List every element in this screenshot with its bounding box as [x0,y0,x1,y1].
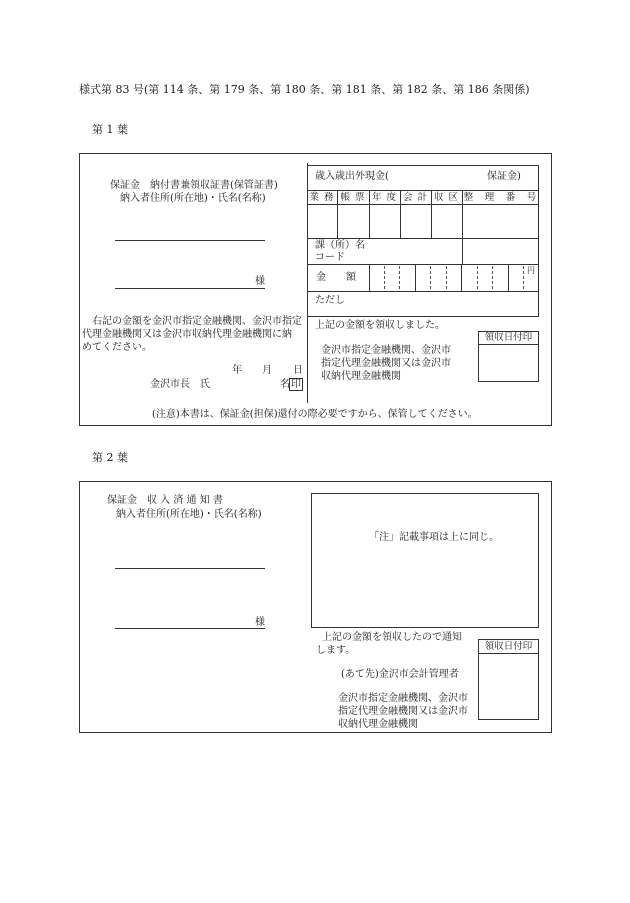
sheet2-label: 第 2 葉 [92,451,128,464]
received-text: 上記の金額を領収しました。 [315,320,445,331]
amount-digit-rule [399,266,400,289]
notify-line-1: 上記の金額を領収したので通知 [322,632,462,643]
amount-digit-rule [369,264,370,291]
sheet1-stamp-label: 領収日付印 [484,332,533,343]
request-line-3: めてください。 [82,342,152,353]
sheet1-sama: 様 [255,276,265,287]
sheet1-payer-label: 納入者住所(所在地)・氏名(名称) [120,193,266,204]
sheet2-sama: 様 [255,617,265,628]
bank-line-2: 指定代理金融機関又は金沢市 [321,358,451,369]
header-shuku: 収 区 [433,192,460,203]
amount-digit-rule [492,266,493,289]
header-chohyo: 帳 票 [340,192,366,203]
header-seiri-bango: 整 理 番 号 [463,192,538,203]
amount-label: 金 額 [316,272,356,283]
form-title: 様式第 83 号(第 114 条、第 179 条、第 180 条、第 181 条、第 182 条、第 186 条関係) [79,83,530,96]
request-line-1: 右記の金額を金沢市指定金融機関、金沢市指定 [92,316,302,327]
sheet2-note: 「注」記載事項は上に同じ。 [369,532,499,543]
payer-name-line [115,288,265,289]
sheet1-title: 保証金 納付書兼領収証書(保管証書) [110,180,278,191]
bank-line-3: 収納代理金融機関 [321,371,401,382]
sheet2-title: 保証金 収 入 済 通 知 書 [107,495,223,506]
stamp-box-rule [478,653,539,654]
mayor-label: 金沢市長 氏 [150,379,210,390]
sheet2-name-line [115,628,265,629]
table-rule [307,204,539,205]
amount-digit-rule [446,266,447,289]
sheet1-label: 第 1 葉 [92,123,128,136]
dept-code-label: 課（所）名 [315,240,365,251]
amount-digit-rule [477,266,478,289]
table-col-rule [462,238,463,264]
notify-line-2: します。 [316,645,356,656]
sheet2-bank-line-3: 収納代理金融機関 [338,719,418,730]
table-rule [307,291,539,292]
header-nendo: 年 度 [371,192,398,203]
table-rule [307,238,539,239]
table-rule [307,264,539,265]
table-rule [307,190,539,191]
amount-digit-rule [384,266,385,289]
addressee: (あて先)金沢市会計管理者 [341,669,459,680]
dept-code-label-2: コード [315,252,345,263]
revenue-label: 歳入歳出外現金( [315,171,389,182]
date-year: 年 [232,365,242,376]
sheet2-address-line [115,568,265,569]
amount-digit-rule [461,264,462,291]
mayor-name-suffix: 名 [280,379,290,390]
request-line-2: 代理金融機関又は金沢市収納代理金融機関に納 [82,329,292,340]
sheet2-bank-line-1: 金沢市指定金融機関、金沢市 [338,693,468,704]
date-month: 月 [262,365,272,376]
amount-digit-rule [415,264,416,291]
payer-address-line [115,240,265,241]
tadashi-label: ただし [315,295,345,306]
revenue-suffix: 保証金) [487,171,521,182]
yen-label: 円 [527,266,535,275]
sheet2-bank-line-2: 指定代理金融機関又は金沢市 [338,706,468,717]
amount-digit-rule [508,264,509,291]
stamp-box-rule [478,344,539,345]
bank-line-1: 金沢市指定金融機関、金沢市 [321,345,451,356]
sheet2-payer-label: 納入者住所(所在地)・氏名(名称) [116,509,262,520]
seal-mark: 印 [291,379,301,390]
amount-digit-rule [523,266,524,289]
header-kaikei: 会 計 [402,192,429,203]
header-gyomu: 業 務 [309,192,335,203]
sheet1-notice: (注意)本書は、保証金(担保)還付の際必要ですから、保管してください。 [152,409,478,420]
sheet2-note-box [311,493,539,628]
date-day: 日 [293,365,303,376]
sheet2-stamp-label: 領収日付印 [484,641,533,652]
amount-digit-rule [430,266,431,289]
